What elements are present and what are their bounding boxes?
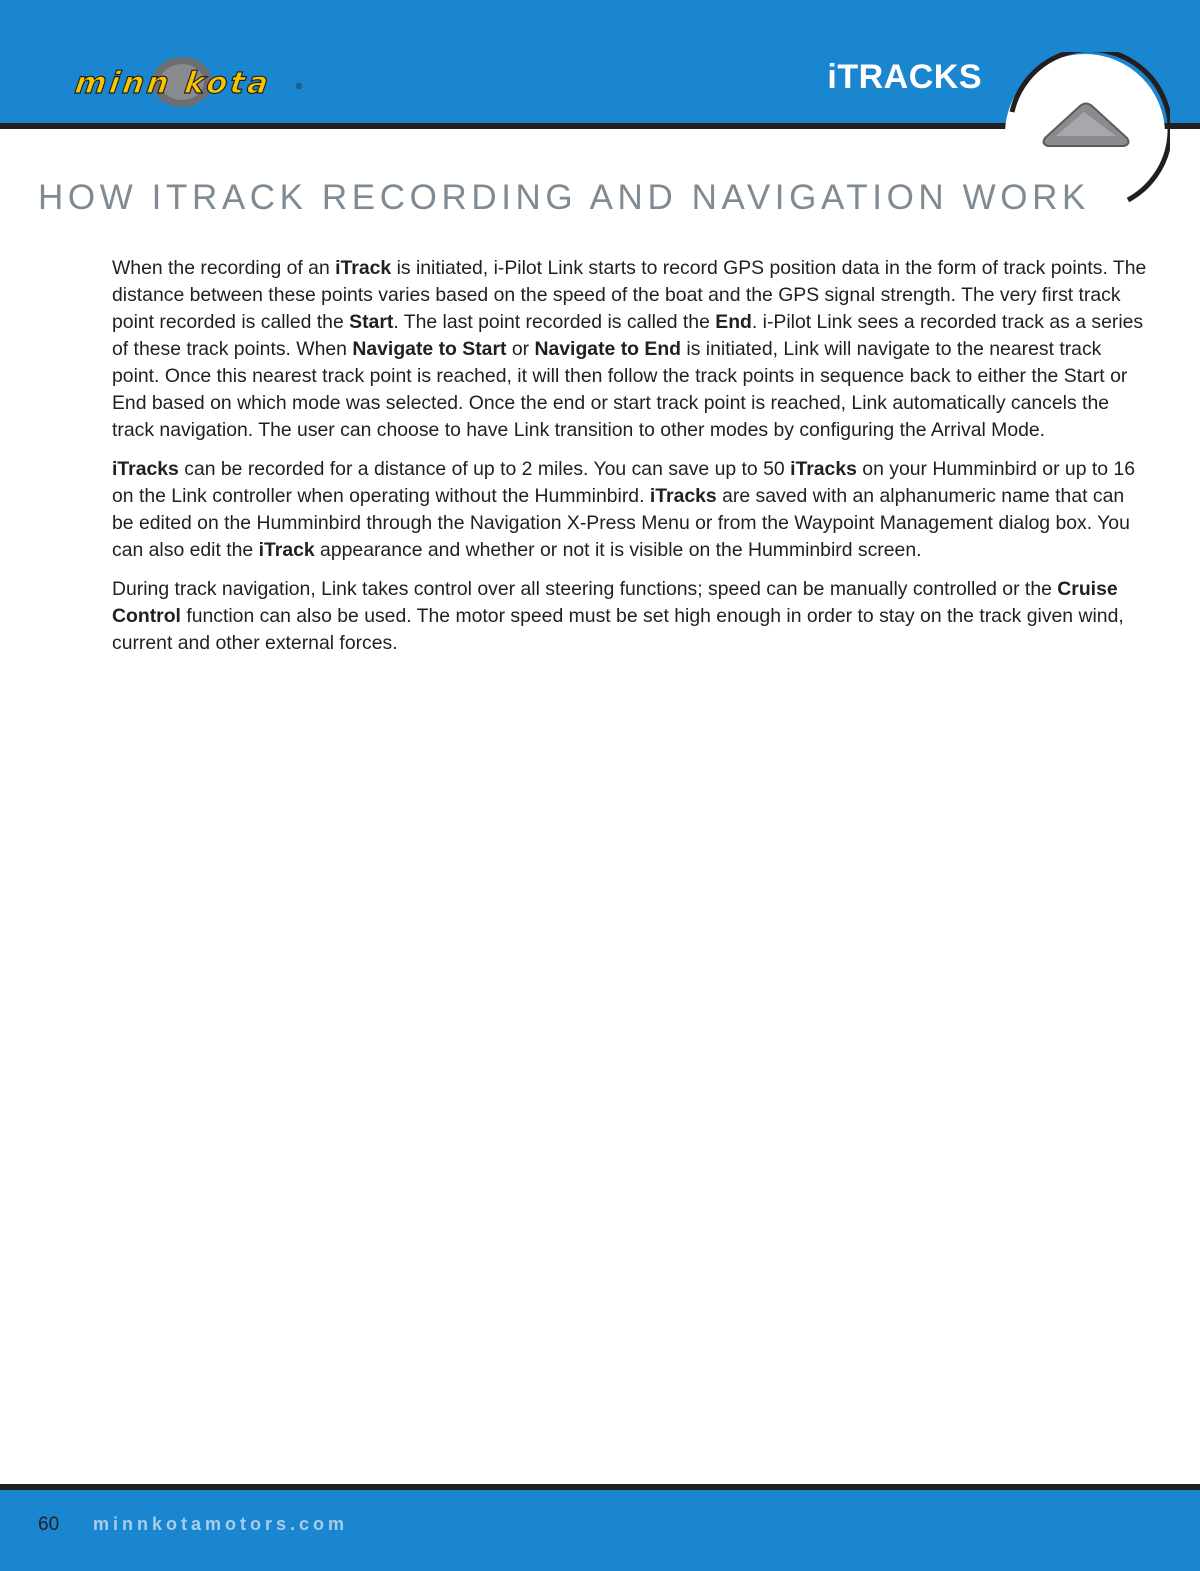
bold-term: iTrack (335, 257, 392, 279)
bold-term: Navigate to End (534, 338, 682, 360)
bold-term: Start (349, 311, 394, 333)
bold-term: Cruise Control (112, 578, 1118, 627)
bold-term: iTrack (258, 539, 315, 561)
page-number: 60 (38, 1514, 60, 1535)
paragraph-limits (112, 456, 1148, 564)
text-run: is initiated, Link will navigate to the nearest track point. Once this nearest track point is reached, it will then follow the track points in sequence back to either the Start or End based on which mode was selected. Once the end or start track point is reached, Link automatically cancels the track navigation. The user can choose to have Link transition to other modes by configuring the Arrival Mode. (112, 338, 1128, 441)
text-run: or (506, 338, 535, 360)
text-run: appearance and whether or not it is visible on the Humminbird screen. (314, 539, 922, 561)
paragraph-navigation (112, 576, 1148, 657)
svg-text:®: ® (295, 82, 303, 91)
bold-term: End (715, 311, 752, 333)
bold-term: iTracks (790, 458, 857, 480)
text-run: During track navigation, Link takes control over all steering functions; speed can be manually controlled or the (112, 578, 1058, 600)
logo-wordmark: minn kota (72, 66, 274, 101)
text-run: on your Humminbird or up to 16 on the Link controller when operating without the Humminbird. (112, 458, 1135, 507)
page-heading: HOW ITRACK RECORDING AND NAVIGATION WORK (38, 178, 1090, 217)
section-title: iTRACKS (827, 58, 982, 96)
text-run: When the recording of an (112, 257, 336, 279)
bold-term: iTracks (649, 485, 717, 507)
footer-url: minnkotamotors.com (93, 1514, 349, 1534)
text-run: function can also be used. The motor speed must be set high enough in order to stay on the track given wind, current and other external forces. (112, 605, 1124, 654)
bold-term: iTracks (112, 458, 179, 480)
text-run: is initiated, i-Pilot Link starts to record GPS position data in the form of track points. The distance between these points varies based on the speed of the boat and the GPS signal strength. The very first track point recorded is called the (112, 257, 1147, 333)
text-run: . i-Pilot Link sees a recorded track as a series of these track points. When (112, 311, 1144, 360)
text-run: are saved with an alphanumeric name that can be edited on the Humminbird through the Navigation X-Press Menu or from the Waypoint Management dialog box. You can also edit the (112, 485, 1130, 561)
body-text (112, 255, 1148, 669)
minn-kota-logo (50, 55, 305, 109)
paragraph-recording (112, 255, 1148, 444)
text-run: can be recorded for a distance of up to 2 miles. You can save up to 50 (178, 458, 791, 480)
text-run: . The last point recorded is called the (393, 311, 716, 333)
bold-term: Navigate to Start (352, 338, 507, 360)
